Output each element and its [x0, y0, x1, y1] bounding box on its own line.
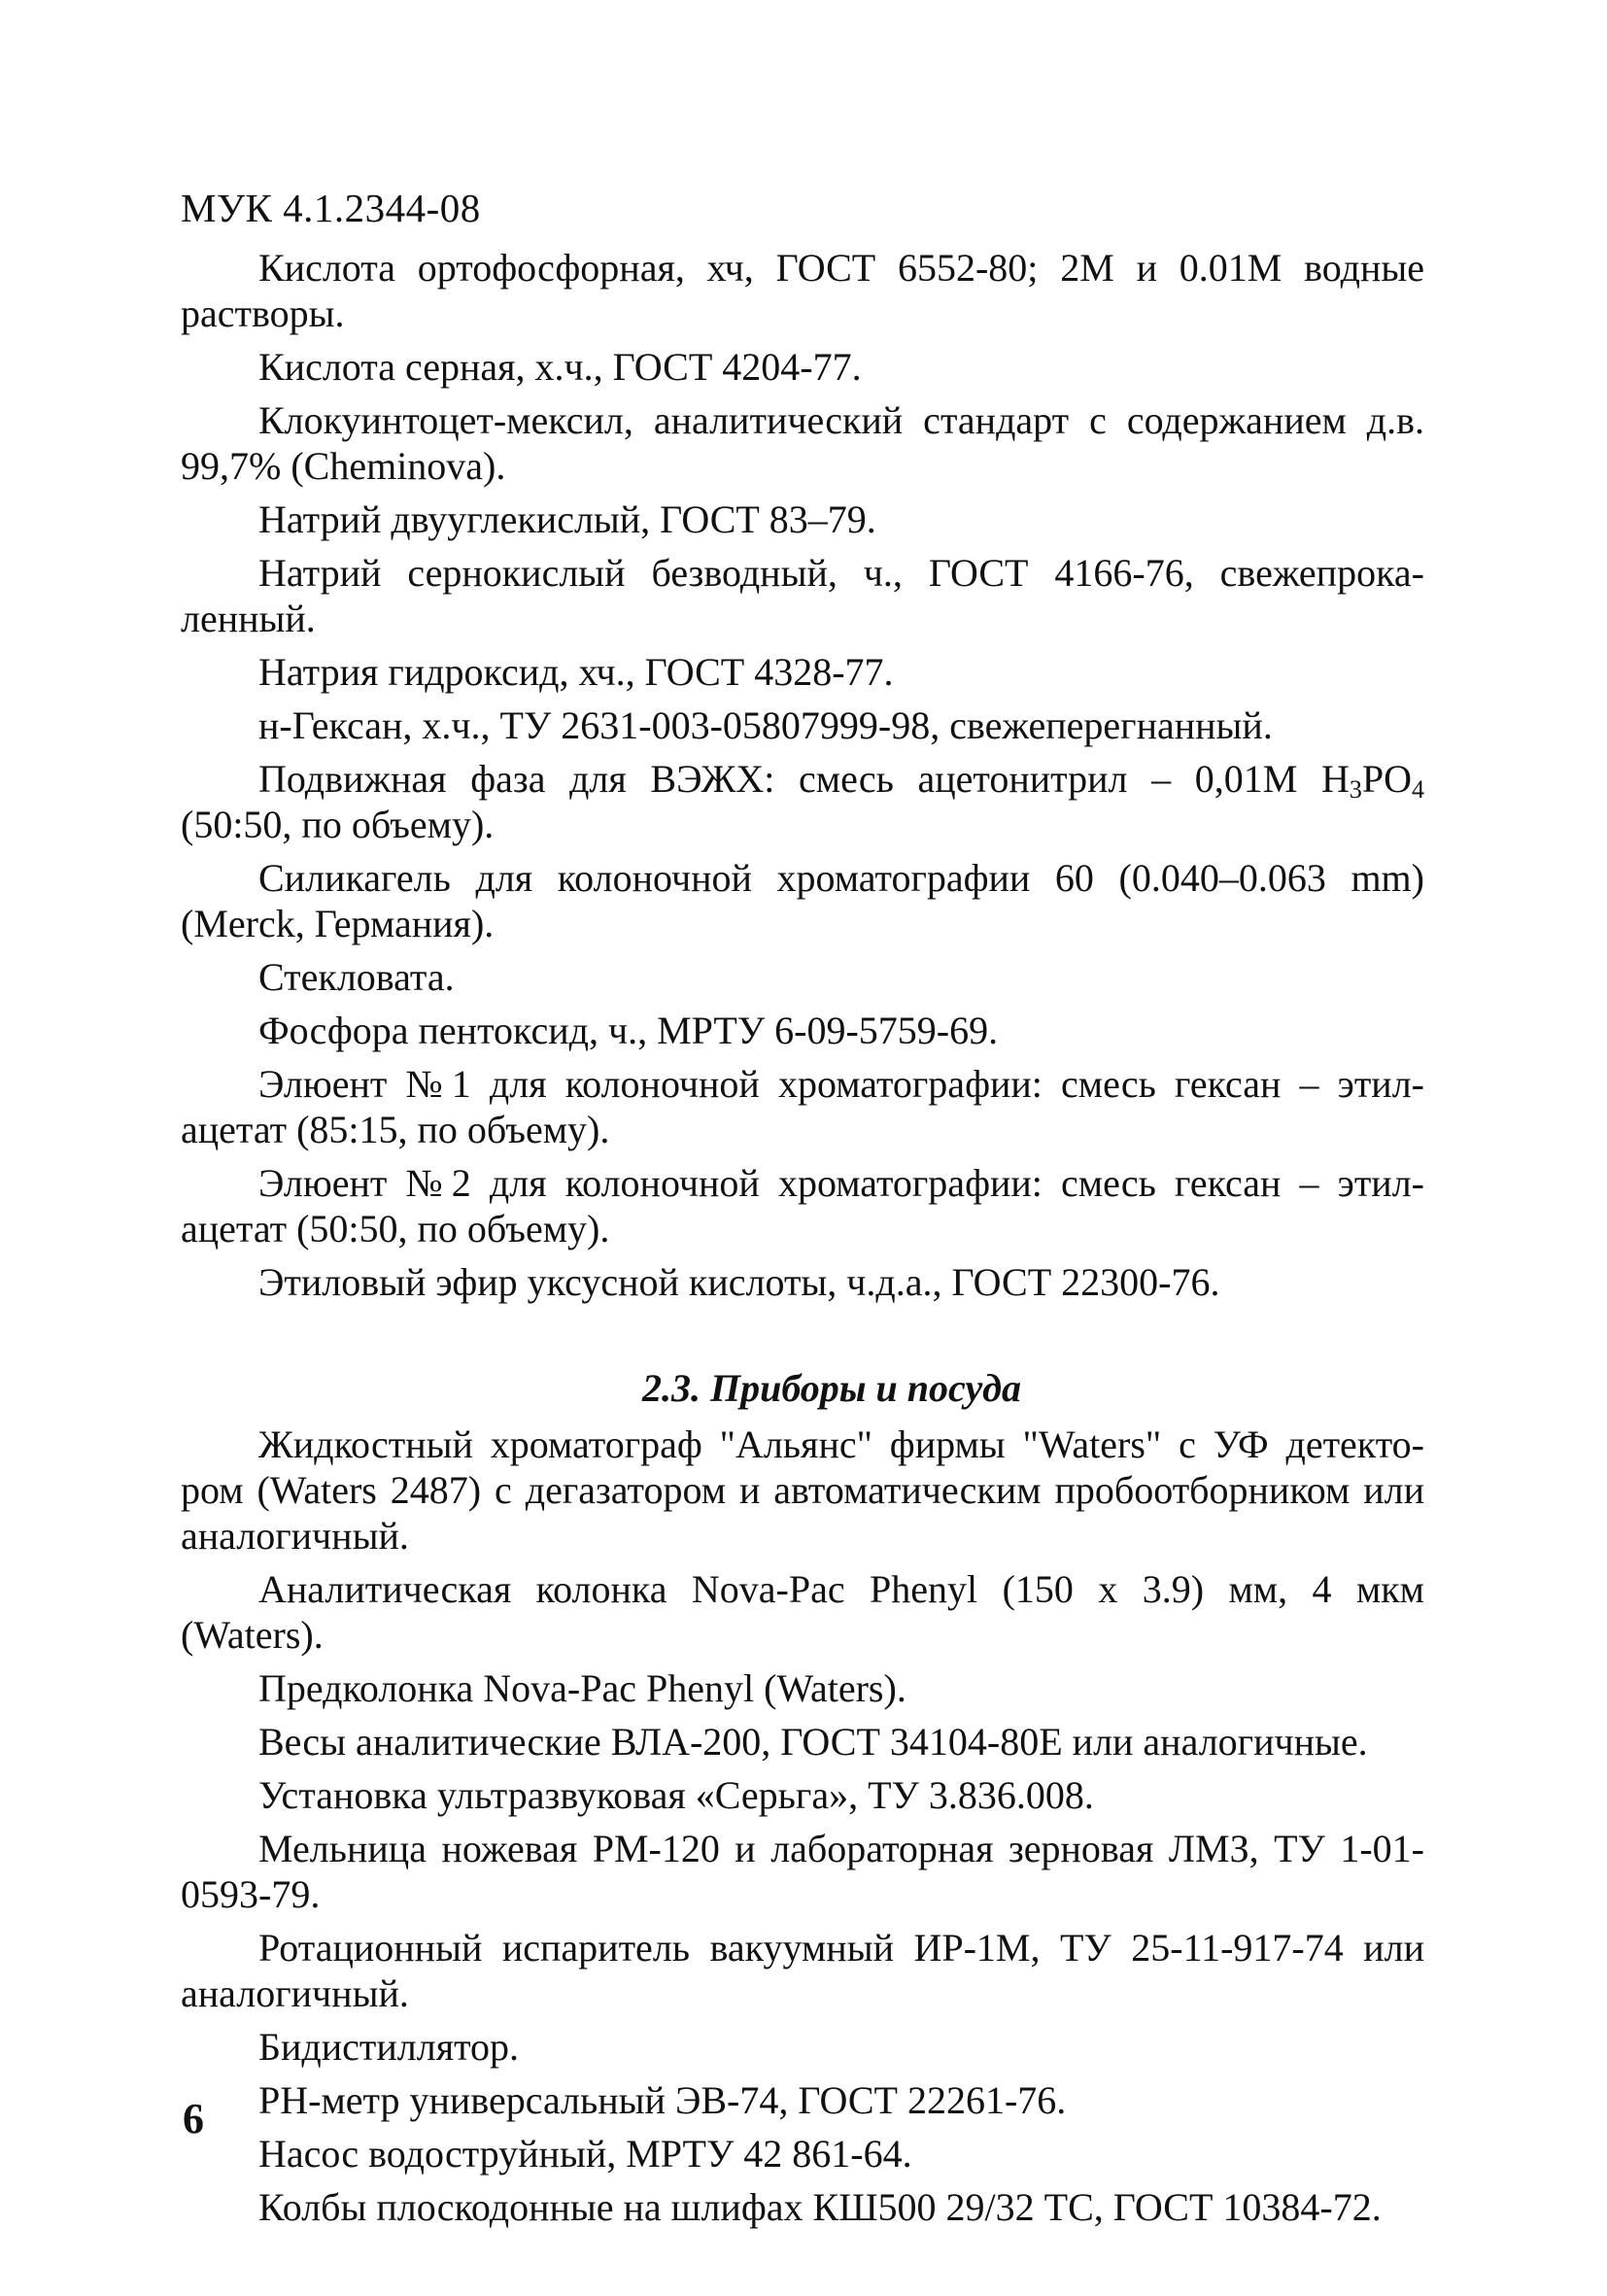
section-title: 2.3. Приборы и посуда [642, 1366, 1021, 1410]
list-item: Жидкостный хроматограф "Альянс" фирмы "Waters" с УФ детекто-ром (Waters 2487) с дегазатором и автоматическим пробоотборником или аналогичный. [181, 1422, 1424, 1558]
list-item: Аналитическая колонка Nova-Pac Phenyl (150 x 3.9) мм, 4 мкм (Waters). [181, 1567, 1424, 1657]
list-item: Мельница ножевая РМ-120 и лабораторная зерновая ЛМЗ, ТУ 1-01-0593-79. [181, 1827, 1424, 1916]
list-item: Весы аналитические ВЛА-200, ГОСТ 34104-80Е или аналогичные. [258, 1720, 1368, 1764]
list-item: Натрий сернокислый безводный, ч., ГОСТ 4166-76, свежепрока-ленный. [181, 551, 1424, 640]
list-item: Стекловата. [258, 955, 455, 999]
list-item: Колбы плоскодонные на шлифах КШ500 29/32 ТС, ГОСТ 10384-72. [258, 2185, 1382, 2229]
list-item: Бидистиллятор. [258, 2025, 520, 2069]
list-item: Элюент №1 для колоночной хроматографии: смесь гексан – этил-ацетат (85:15, по объему). [181, 1062, 1424, 1151]
list-item: н-Гексан, х.ч., ТУ 2631-003-05807999-98, свежеперегнанный. [258, 703, 1273, 747]
subscript: 4 [1412, 775, 1424, 804]
list-item: Кислота ортофосфорная, хч, ГОСТ 6552-80; 2М и 0.01М водные растворы. [181, 246, 1424, 335]
subscript: 3 [1349, 775, 1362, 804]
list-item: Кислота серная, х.ч., ГОСТ 4204-77. [258, 345, 862, 389]
reagents-list [181, 245, 1424, 1305]
document-page [181, 181, 1424, 2238]
list-item: Элюент №2 для колоночной хроматографии: смесь гексан – этил-ацетат (50:50, по объему). [181, 1161, 1424, 1251]
list-item-mobile-phase [181, 756, 1424, 847]
list-item: Предколонка Nova-Pac Phenyl (Waters). [258, 1666, 906, 1710]
mobile-phase-text: PO [1361, 757, 1412, 801]
list-item: Клокуинтоцет-мексил, аналитический стандарт с содержанием д.в. 99,7% (Cheminova). [181, 398, 1424, 488]
list-item: Этиловый эфир уксусной кислоты, ч.д.а., ГОСТ 22300-76. [258, 1260, 1220, 1304]
document-code: МУК 4.1.2344-08 [181, 186, 481, 230]
list-item: Установка ультразвуковая «Серьга», ТУ 3.836.008. [258, 1773, 1094, 1817]
page-number: 6 [183, 2095, 204, 2142]
list-item: Натрия гидроксид, хч., ГОСТ 4328-77. [258, 650, 894, 694]
mobile-phase-text: (50:50, по объему). [181, 803, 495, 846]
equipment-list [181, 1422, 1424, 2230]
list-item: Силикагель для колоночной хроматографии 60 (0.040–0.063 mm) (Merck, Германия). [181, 856, 1424, 945]
list-item: Фосфора пентоксид, ч., МРТУ 6-09-5759-69. [258, 1009, 999, 1052]
list-item: Натрий двууглекислый, ГОСТ 83–79. [258, 497, 876, 541]
list-item: РН-метр универсальный ЭВ-74, ГОСТ 22261-76. [258, 2078, 1067, 2122]
mobile-phase-text: Подвижная фаза для ВЭЖХ: смесь ацетонитрил – 0,01М H [258, 757, 1350, 801]
list-item: Насос водоструйный, МРТУ 42 861-64. [258, 2132, 912, 2176]
list-item: Ротационный испаритель вакуумный ИР-1М, ТУ 25-11-917-74 или аналогичный. [181, 1926, 1424, 2015]
